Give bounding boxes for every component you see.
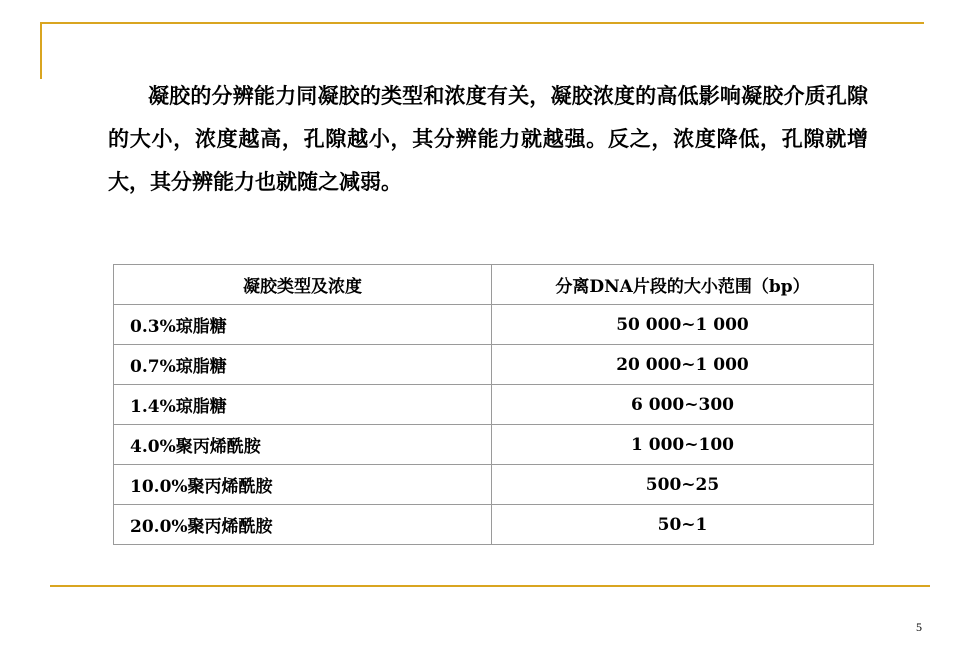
top-decorative-rule	[40, 22, 924, 24]
table-row	[114, 385, 874, 425]
header-gel-type: 凝胶类型及浓度	[114, 265, 492, 305]
cell-gel-type: 10.0%聚丙烯酰胺	[114, 465, 492, 505]
table-header-row	[114, 265, 874, 305]
table-row	[114, 425, 874, 465]
table-row	[114, 505, 874, 545]
gel-resolution-table	[113, 264, 874, 545]
cell-gel-type: 0.3%琼脂糖	[114, 305, 492, 345]
cell-gel-type: 1.4%琼脂糖	[114, 385, 492, 425]
cell-dna-range: 50 000~1 000	[492, 305, 874, 345]
cell-dna-range: 6 000~300	[492, 385, 874, 425]
cell-gel-type: 20.0%聚丙烯酰胺	[114, 505, 492, 545]
header-dna-range: 分离DNA片段的大小范围（bp）	[492, 265, 874, 305]
body-paragraph: 凝胶的分辨能力同凝胶的类型和浓度有关，凝胶浓度的高低影响凝胶介质孔隙的大小，浓度越高，孔隙越小，其分辨能力就越强。反之，浓度降低，孔隙就增大，其分辨能力也就随之减弱。	[108, 83, 868, 194]
bottom-decorative-rule	[50, 585, 930, 587]
cell-dna-range: 20 000~1 000	[492, 345, 874, 385]
table-row	[114, 345, 874, 385]
cell-gel-type: 4.0%聚丙烯酰胺	[114, 425, 492, 465]
cell-gel-type: 0.7%琼脂糖	[114, 345, 492, 385]
table-row	[114, 305, 874, 345]
cell-dna-range: 50~1	[492, 505, 874, 545]
table-row	[114, 465, 874, 505]
left-decorative-rule	[40, 22, 42, 79]
cell-dna-range: 500~25	[492, 465, 874, 505]
page-number: 5	[916, 620, 922, 634]
cell-dna-range: 1 000~100	[492, 425, 874, 465]
